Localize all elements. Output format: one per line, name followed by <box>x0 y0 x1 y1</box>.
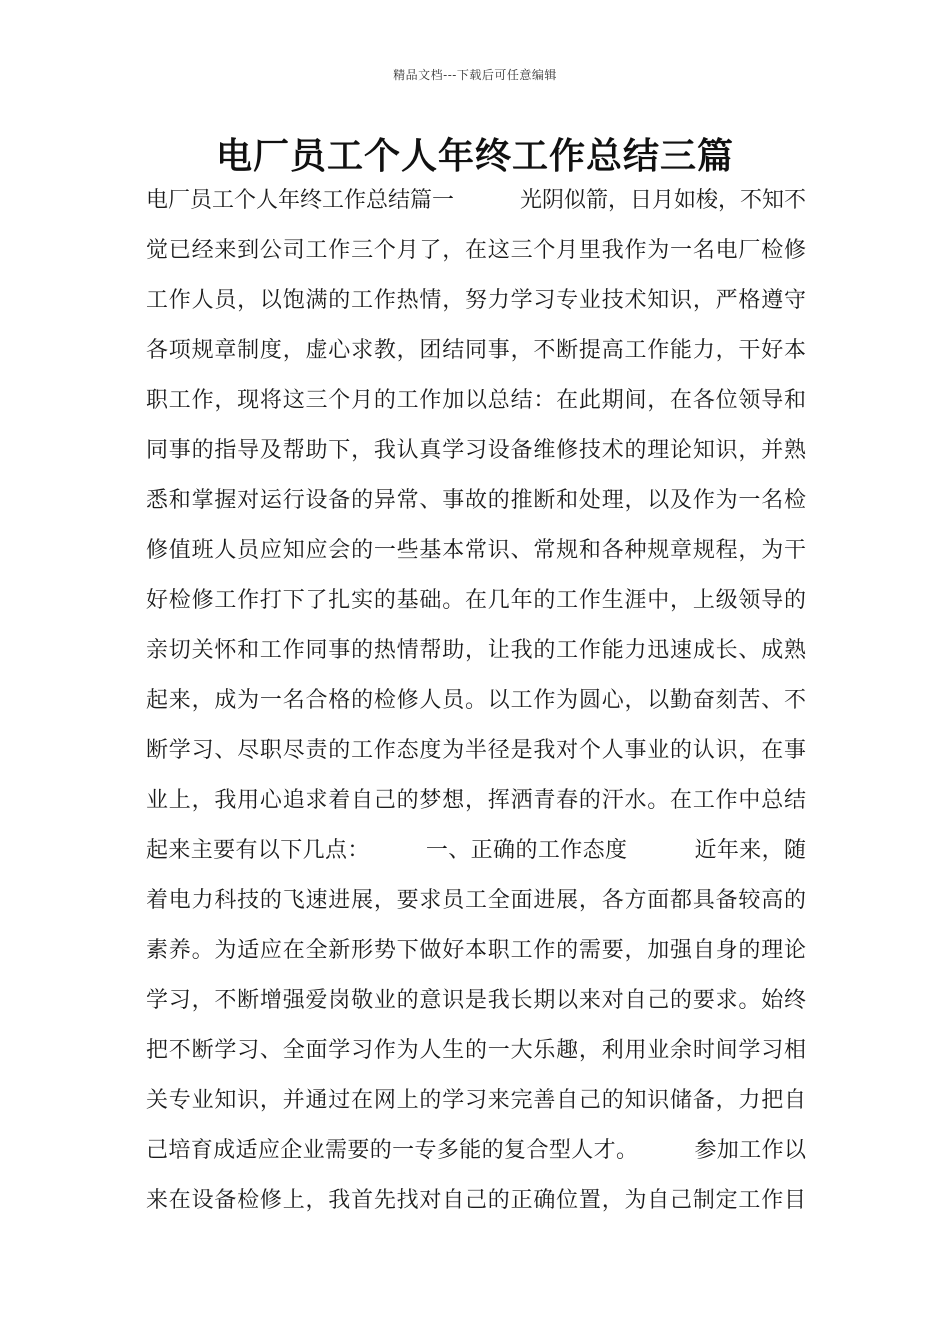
body-line: 觉已经来到公司工作三个月了，在这三个月里我作为一名电厂检修 <box>146 238 806 263</box>
body-line: 各项规章制度，虚心求教，团结同事，不断提高工作能力，干好本 <box>146 338 806 363</box>
body-line: 学习，不断增强爱岗敬业的意识是我长期以来对自己的要求。始终 <box>146 988 806 1013</box>
body-line: 起来主要有以下几点： 一、正确的工作态度 近年来，随 <box>146 838 806 863</box>
body-text <box>146 181 806 1231</box>
body-line: 己培育成适应企业需要的一专多能的复合型人才。 参加工作以 <box>146 1138 806 1163</box>
body-line: 来在设备检修上，我首先找对自己的正确位置，为自己制定工作目 <box>146 1188 806 1213</box>
body-line: 同事的指导及帮助下，我认真学习设备维修技术的理论知识，并熟 <box>146 438 806 463</box>
body-line: 着电力科技的飞速进展，要求员工全面进展，各方面都具备较高的 <box>146 888 806 913</box>
body-line: 职工作，现将这三个月的工作加以总结：在此期间，在各位领导和 <box>146 388 806 413</box>
body-line: 把不断学习、全面学习作为人生的一大乐趣，利用业余时间学习相 <box>146 1038 806 1063</box>
body-line: 工作人员，以饱满的工作热情，努力学习专业技术知识，严格遵守 <box>146 288 806 313</box>
body-line: 关专业知识，并通过在网上的学习来完善自己的知识储备，力把自 <box>146 1088 806 1113</box>
body-line: 亲切关怀和工作同事的热情帮助，让我的工作能力迅速成长、成熟 <box>146 638 806 663</box>
body-line: 电厂员工个人年终工作总结篇一 光阴似箭，日月如梭，不知不 <box>146 188 806 213</box>
body-line: 好检修工作打下了扎实的基础。在几年的工作生涯中，上级领导的 <box>146 588 806 613</box>
body-line: 悉和掌握对运行设备的异常、事故的推断和处理，以及作为一名检 <box>146 488 806 513</box>
body-line: 修值班人员应知应会的一些基本常识、常规和各种规章规程，为干 <box>146 538 806 563</box>
document-title: 电厂员工个人年终工作总结三篇 <box>215 135 734 177</box>
body-line: 业上，我用心追求着自己的梦想，挥洒青春的汗水。在工作中总结 <box>146 788 806 813</box>
header-note: 精品文档---下载后可任意编辑 <box>393 68 557 82</box>
body-line: 起来，成为一名合格的检修人员。以工作为圆心，以勤奋刻苦、不 <box>146 688 806 713</box>
body-line: 断学习、尽职尽责的工作态度为半径是我对个人事业的认识，在事 <box>146 738 806 763</box>
body-line: 素养。为适应在全新形势下做好本职工作的需要，加强自身的理论 <box>146 938 806 963</box>
